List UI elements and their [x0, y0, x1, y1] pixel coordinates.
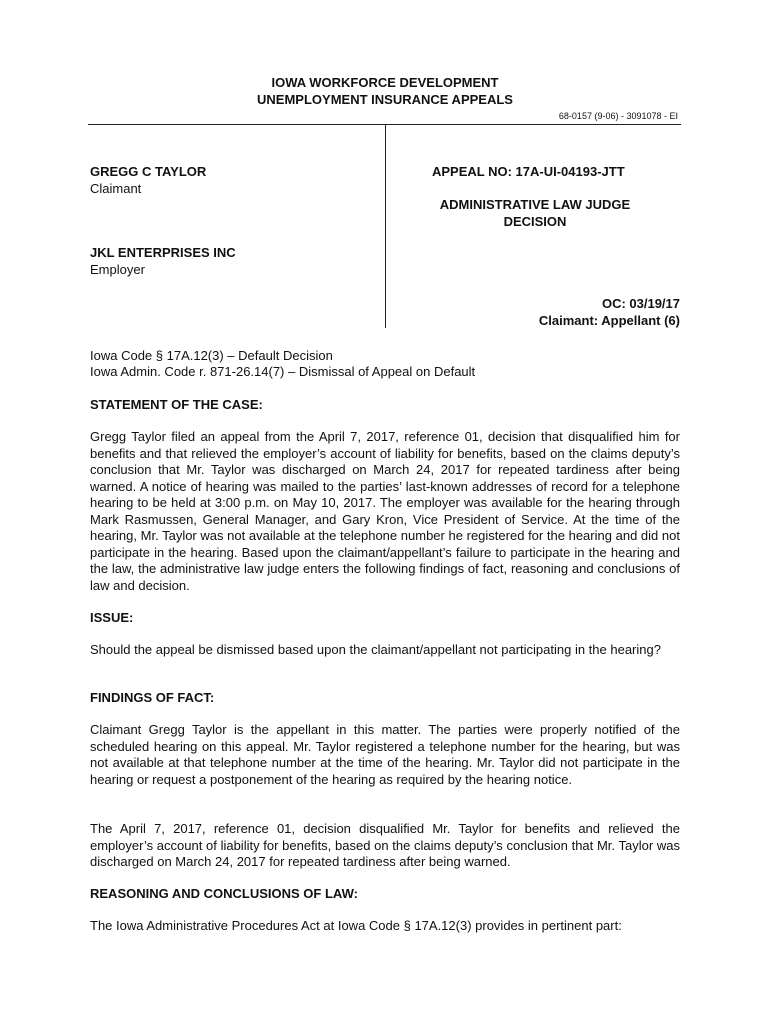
code-citation-2: Iowa Admin. Code r. 871-26.14(7) – Dismissal of Appeal on Default	[90, 364, 476, 379]
form-code: 68-0157 (9-06) - 3091078 - EI	[558, 111, 678, 121]
reasoning-paragraph: The Iowa Administrative Procedures Act at Iowa Code § 17A.12(3) provides in pertinent part:	[90, 918, 622, 933]
code-citation-1: Iowa Code § 17A.12(3) – Default Decision	[90, 348, 333, 363]
agency-division: UNEMPLOYMENT INSURANCE APPEALS	[257, 92, 513, 107]
caption-divider	[385, 124, 386, 328]
agency-name: IOWA WORKFORCE DEVELOPMENT	[271, 75, 499, 90]
decision-title-line2: DECISION	[503, 214, 567, 229]
reasoning-heading: REASONING AND CONCLUSIONS OF LAW:	[90, 886, 358, 901]
findings-heading: FINDINGS OF FACT:	[90, 690, 215, 705]
decision-title	[420, 196, 650, 230]
employer-role: Employer	[90, 262, 145, 277]
oc-date: OC: 03/19/17	[601, 296, 680, 311]
appeal-number: APPEAL NO: 17A-UI-04193-JTT	[432, 164, 625, 179]
decision-title-line1: ADMINISTRATIVE LAW JUDGE	[439, 197, 631, 212]
claimant-status: Claimant: Appellant (6)	[538, 313, 680, 328]
statement-heading: STATEMENT OF THE CASE:	[90, 397, 263, 412]
claimant-name: GREGG C TAYLOR	[90, 164, 207, 179]
claimant-role: Claimant	[90, 181, 142, 196]
statement-paragraph: Gregg Taylor filed an appeal from the April 7, 2017, reference 01, decision that disqualified him for benefits and that relieved the employer’s account of liability for benefits, based on the claims deputy’s conclusion that Mr. Taylor was discharged on March 24, 2017 for repeated tardiness after being warned. A notice of hearing was mailed to the parties’ last-known addresses of record for a telephone hearing to be held at 3:00 p.m. on May 10, 2017. The employer was available for the hearing through Mark Rasmussen, General Manager, and Gary Kron, Vice President of Service. At the time of the hearing, Mr. Taylor was not available at the telephone number he registered for the hearing and did not participate in the hearing. Based upon the claimant/appellant’s failure to participate in the hearing and the law, the administrative law judge enters the following findings of fact, reasoning and conclusions of law and decision.	[90, 429, 680, 593]
issue-paragraph: Should the appeal be dismissed based upon the claimant/appellant not participating in the hearing?	[90, 642, 661, 657]
findings-paragraph-2: The April 7, 2017, reference 01, decision disqualified Mr. Taylor for benefits and relieved the employer’s account of liability for benefits, based on the claims deputy’s conclusion that Mr. Taylor was discharged on March 24, 2017 for repeated tardiness after being warned.	[90, 821, 680, 869]
employer-name: JKL ENTERPRISES INC	[90, 245, 236, 260]
findings-paragraph-1: Claimant Gregg Taylor is the appellant in this matter. The parties were properly notified of the scheduled hearing on this appeal. Mr. Taylor registered a telephone number for the hearing, but was not available at that telephone number at the time of the hearing. Mr. Taylor did not participate in the hearing or request a postponement of the hearing as required by the hearing notice.	[90, 722, 680, 787]
issue-heading: ISSUE:	[90, 610, 134, 625]
